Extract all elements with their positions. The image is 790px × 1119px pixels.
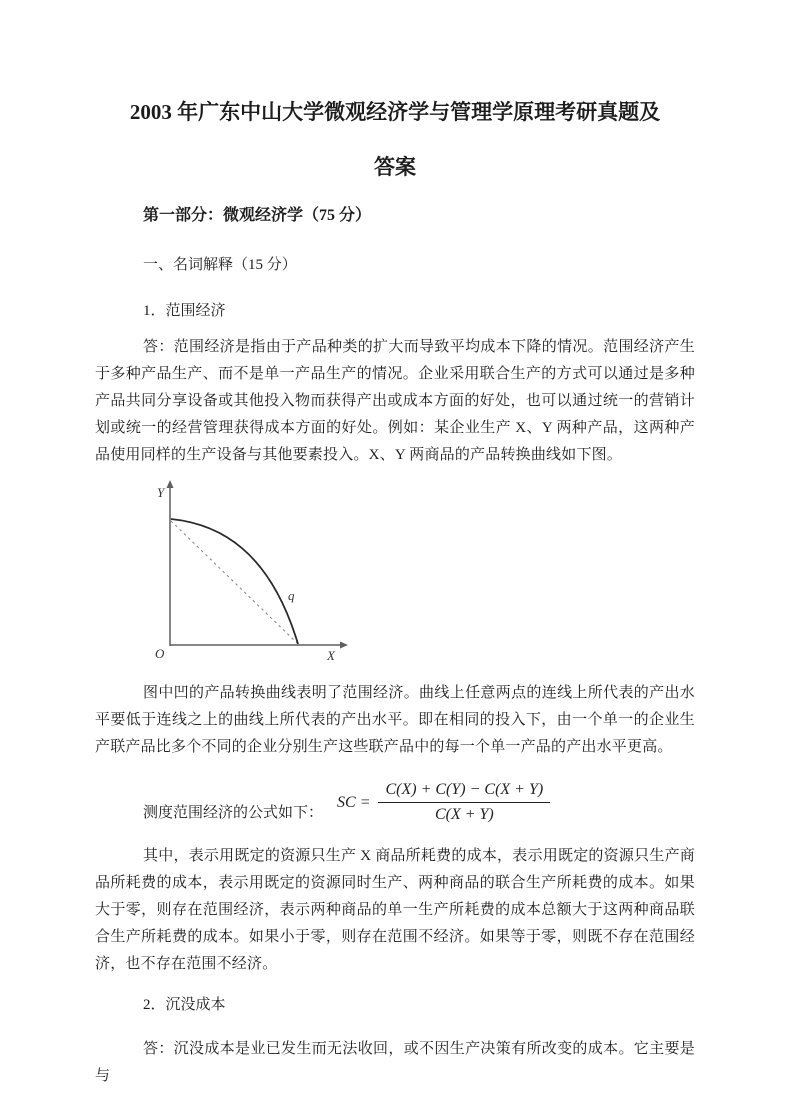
scope-economies-formula <box>337 781 550 824</box>
y-axis-label: Y <box>157 485 165 500</box>
item2-answer-paragraph-1: 答：沉没成本是业已发生而无法收回，或不因生产决策有所改变的成本。它主要是与 <box>95 1041 695 1084</box>
y-axis-arrow-icon <box>167 480 174 488</box>
document-title-line1: 2003 年广东中山大学微观经济学与管理学原理考研真题及 <box>129 100 661 124</box>
x-axis-label: X <box>327 648 335 663</box>
part-heading: 第一部分：微观经济学（75 分） <box>143 207 372 224</box>
transformation-curve-figure <box>145 479 357 667</box>
transformation-curve-chart <box>145 479 357 667</box>
formula-intro-text: 测度范围经济的公式如下： <box>143 805 324 821</box>
formula-lhs: SC = <box>337 793 371 811</box>
item2-heading: 2．沉没成本 <box>143 997 226 1013</box>
section-heading: 一、名词解释（15 分） <box>143 257 297 273</box>
chord-dotted-line <box>171 521 297 643</box>
curve-label: q <box>288 588 295 603</box>
formula-fraction <box>378 781 550 824</box>
formula-denominator: C(X + Y) <box>434 806 494 823</box>
x-axis-arrow-icon <box>340 642 348 649</box>
item1-heading: 1．范围经济 <box>143 303 226 319</box>
item1-answer-paragraph-2: 图中凹的产品转换曲线表明了范围经济。曲线上任意两点的连线上所代表的产出水平要低于连线之上的曲线上所代表的产出水平。即在相同的投入下，由一个单一的企业生产联产品比多个不同的企业分别生产这些联产品中的每一个单一产品的产出水平更高。 <box>95 685 695 755</box>
document-title-line2: 答案 <box>374 155 416 179</box>
item1-answer-paragraph-3: 其中，表示用既定的资源只生产 X 商品所耗费的成本，表示用既定的资源只生产商品所耗费的成本，表示用既定的资源同时生产、两种商品的联合生产所耗费的成本。如果大于零，则存在范围经济，表示两种商品的单一生产所耗费的成本总额大于这两种商品联合生产所耗费的成本。如果小于零，则存在范围不经济。如果等于零，则既不存在范围经济，也不存在范围不经济。 <box>95 848 695 972</box>
formula-row <box>95 781 695 824</box>
origin-label: O <box>155 646 165 661</box>
document-title <box>95 97 695 182</box>
item1-answer-paragraph-1: 答：范围经济是指由于产品种类的扩大而导致平均成本下降的情况。范围经济产生于多种产品生产、而不是单一产品生产的情况。企业采用联合生产的方式可以通过是多种产品共同分享设备或其他投入物而获得产出或成本方面的好处，也可以通过统一的营销计划或统一的经营管理获得成本方面的好处。例如：某企业生产 X、Y 两种产品，这两种产品使用同样的生产设备与其他要素投入。X、Y 两商品的产品转换曲线如下图。 <box>95 339 695 463</box>
formula-numerator: C(X) + C(Y) − C(X + Y) <box>378 781 550 803</box>
